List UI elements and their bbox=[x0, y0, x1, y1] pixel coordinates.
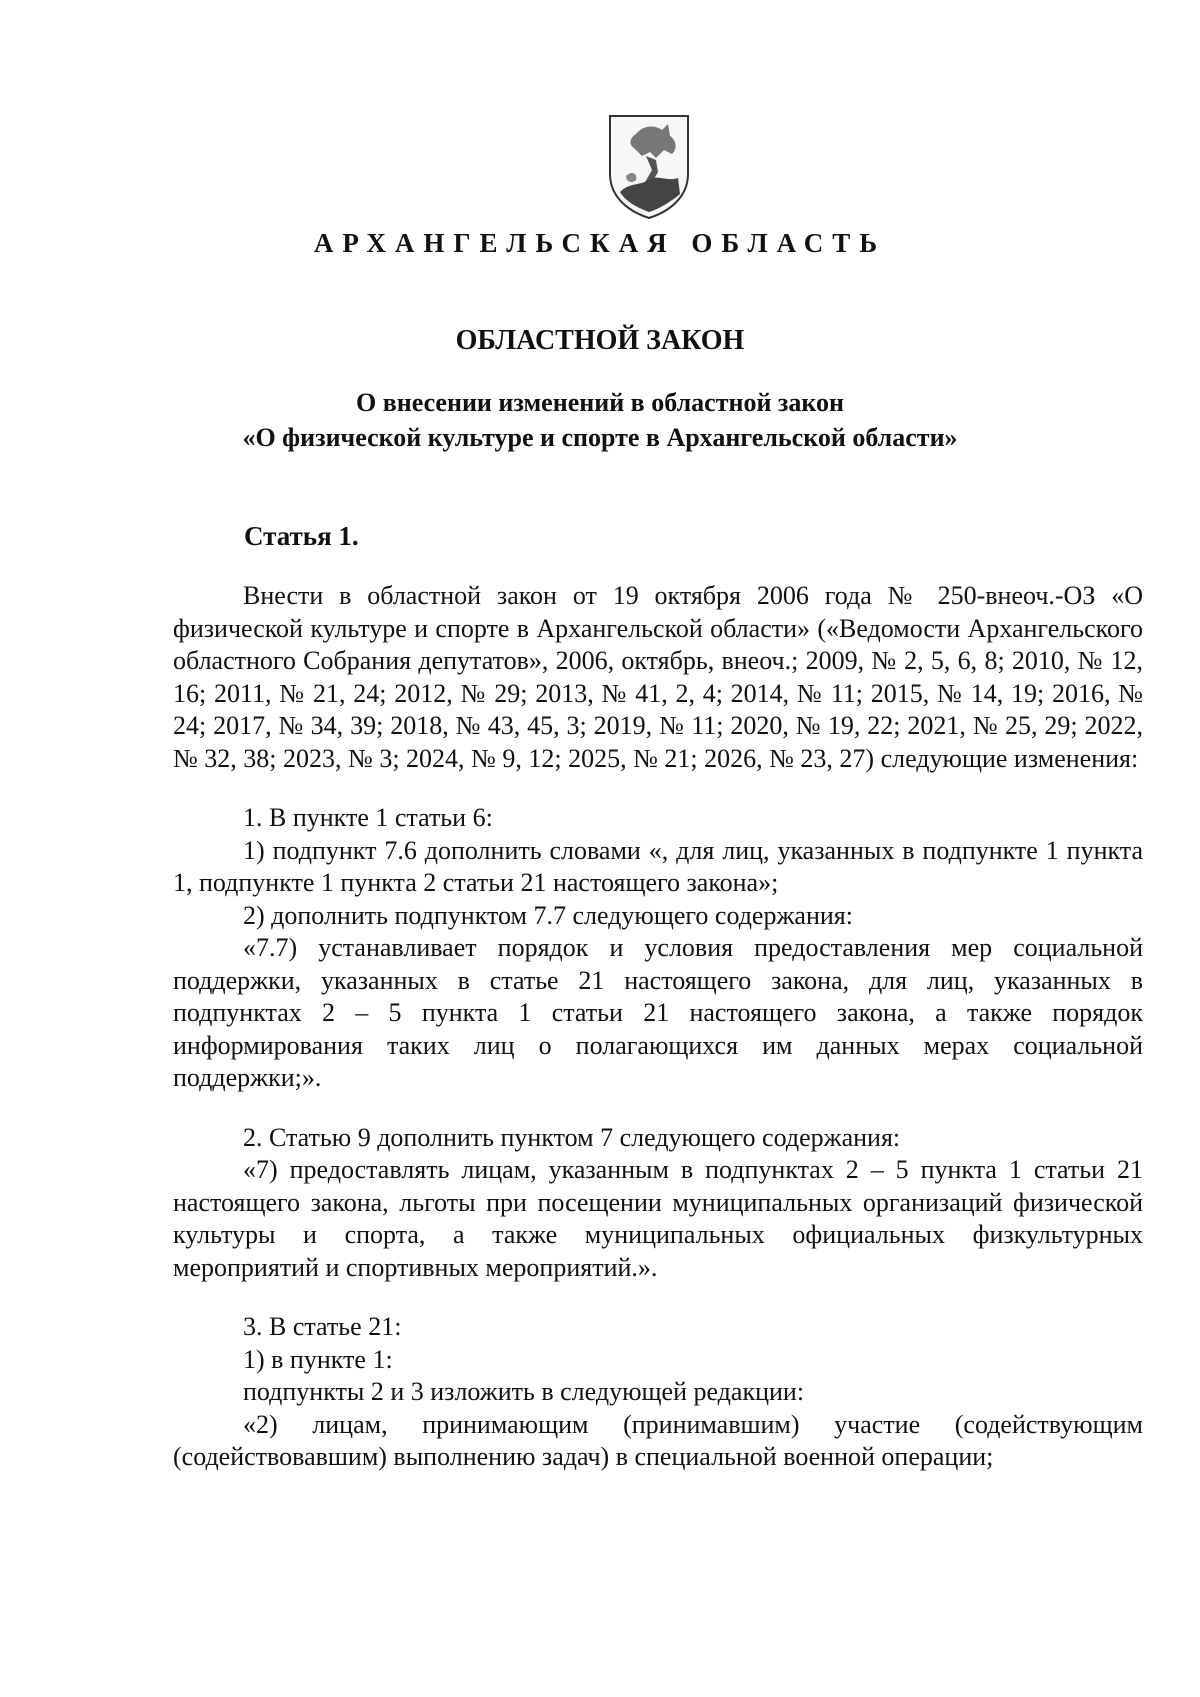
law-title bbox=[0, 385, 1200, 455]
region-name: АРХАНГЕЛЬСКАЯ ОБЛАСТЬ bbox=[313, 228, 887, 258]
intro-paragraph: Внести в областной закон от 19 октября 2006 года № 250-внеоч.-ОЗ «О физической культуре и спорте в Архангельской области» («Ведомости Архангельского областного Собрания депутатов», 2006, октябрь, внеоч.; 2009, № 2, 5, 6, 8; 2010, № 12, 16; 2011, № 21, 24; 2012, № 29; 2013, № 41, 2, 4; 2014, № 11; 2015, № 14, 19; 2016, № 24; 2017, № 34, 39; 2018, № 43, 45, 3; 2019, № 11; 2020, № 19, 22; 2021, № 25, 29; 2022, № 32, 38; 2023, № 3; 2024, № 9, 12; 2025, № 21; 2026, № 23, 27) следующие изменения: bbox=[173, 581, 1143, 773]
item-1-quote: «7.7) устанавливает порядок и условия предоставления мер социальной поддержки, указанных в статье 21 настоящего закона, для лиц, указанных в подпунктах 2 – 5 пункта 1 статьи 21 настоящего закона, а также порядок информирования таких лиц о полагающихся им данных мерах социальной поддержки;». bbox=[173, 933, 1143, 1092]
item-2-quote: «7) предоставлять лицам, указанным в подпунктах 2 – 5 пункта 1 статьи 21 настоящего закона, льготы при посещении муниципальных организаций физической культуры и спорта, а также муниципальных официальных физкультурных мероприятий и спортивных мероприятий.». bbox=[173, 1155, 1143, 1282]
item-1-sub-2: 2) дополнить подпунктом 7.7 следующего содержания: bbox=[243, 900, 853, 930]
item-3-sub-1: 1) в пункте 1: bbox=[243, 1344, 393, 1374]
item-3-heading: 3. В статье 21: bbox=[243, 1312, 402, 1341]
article-heading: Статья 1. bbox=[244, 521, 359, 551]
item-1-heading: 1. В пункте 1 статьи 6: bbox=[243, 803, 493, 832]
item-1-sub-1: 1) подпункт 7.6 дополнить словами «, для лиц, указанных в подпункте 1 пункта 1, подпункте 1 пункта 2 статьи 21 настоящего закона»; bbox=[173, 835, 1143, 897]
law-title-line-1: О внесении изменений в областной закон bbox=[355, 388, 845, 417]
coat-of-arms-icon bbox=[606, 112, 692, 220]
article-body bbox=[173, 580, 1143, 1474]
item-3-quote: «2) лицам, принимающим (принимавшим) участие (содействующим (содействовавшим) выполнению задач) в специальной военной операции; bbox=[173, 1409, 1143, 1471]
item-2-heading: 2. Статью 9 дополнить пунктом 7 следующего содержания: bbox=[243, 1122, 901, 1152]
document-type: ОБЛАСТНОЙ ЗАКОН bbox=[455, 325, 745, 356]
law-title-line-2: «О физической культуре и спорте в Архангельской области» bbox=[242, 423, 958, 452]
item-3-sub-text: подпункты 2 и 3 изложить в следующей редакции: bbox=[243, 1377, 805, 1406]
